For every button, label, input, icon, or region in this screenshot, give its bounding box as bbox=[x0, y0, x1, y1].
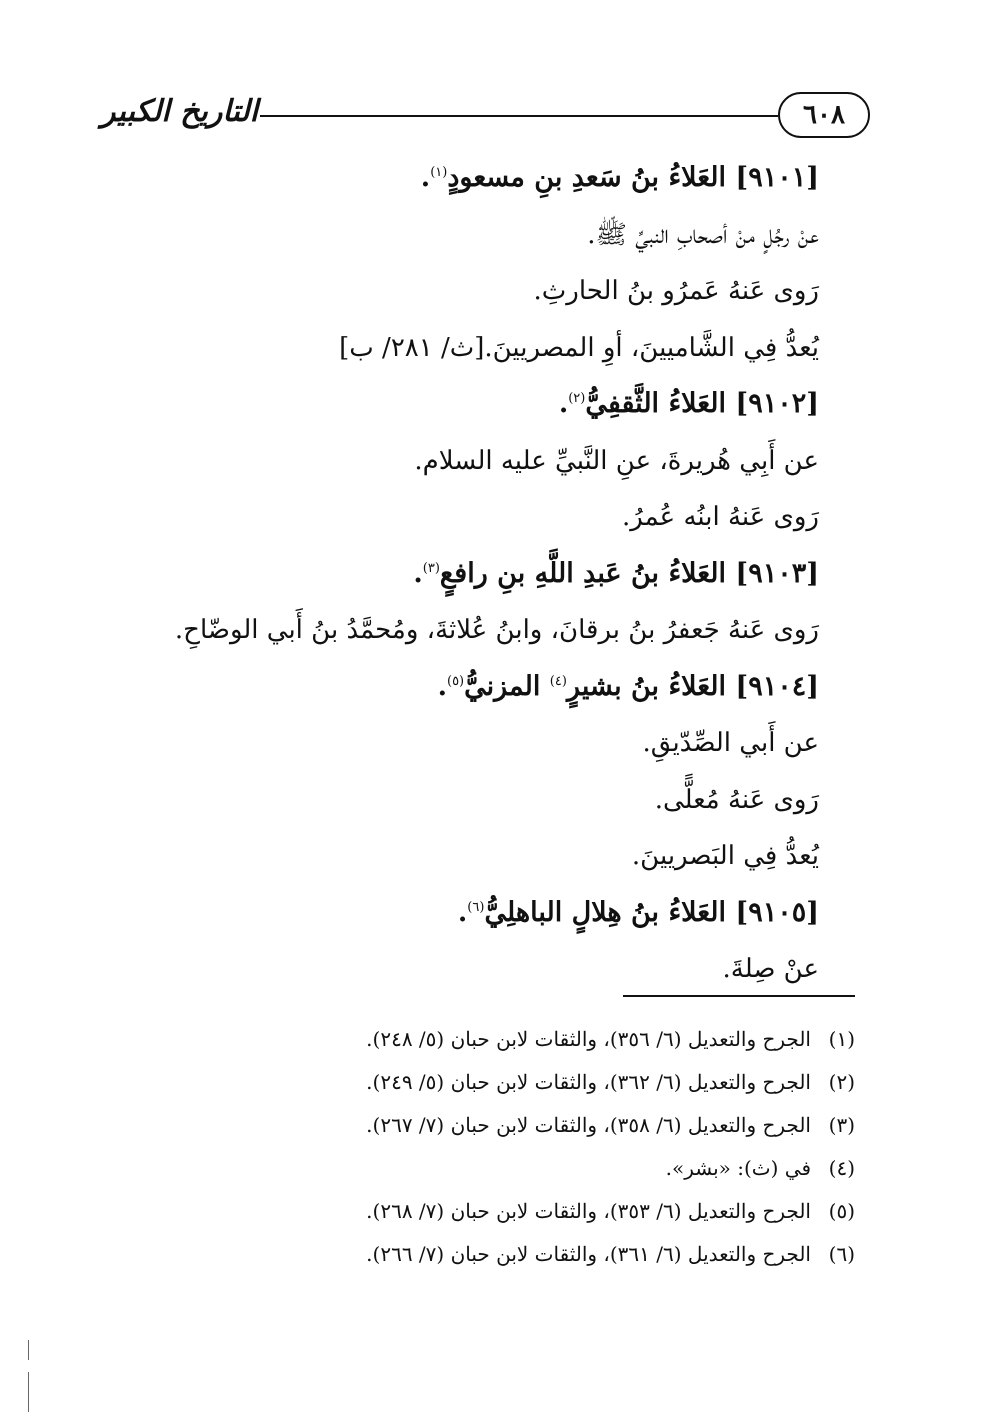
footnote-ref: (١) bbox=[430, 165, 448, 180]
footnote-item bbox=[255, 1190, 855, 1233]
entry-heading bbox=[179, 546, 819, 603]
scan-margin-mark bbox=[28, 1372, 29, 1412]
footnote-mark: (٣) bbox=[828, 1113, 855, 1137]
entry-terminator: . bbox=[437, 670, 447, 702]
entry-number: [٩١٠٤] bbox=[735, 670, 819, 702]
entry-number: [٩١٠٢] bbox=[735, 388, 819, 419]
text-line: عن أَبِي هُريرةَ، عنِ النَّبيِّ عليه السلام. bbox=[414, 445, 819, 476]
entry-number: [٩١٠٣] bbox=[735, 557, 819, 589]
scan-margin-mark bbox=[28, 1340, 29, 1360]
text-line: رَوى عَنهُ جَعفرُ بنُ برقانَ، وابنُ عُلاثةَ، ومُحمَّدُ بنُ أَبي الوضّاحِ. bbox=[174, 615, 819, 645]
entry-heading bbox=[179, 150, 819, 207]
entry-terminator: . bbox=[420, 162, 431, 193]
footnotes-list bbox=[255, 1018, 855, 1276]
entry-number: [٩١٠٥] bbox=[735, 896, 819, 928]
main-text bbox=[174, 150, 819, 998]
page-number: ٦٠٨ bbox=[803, 100, 845, 130]
footnote-item bbox=[255, 1061, 855, 1104]
footnote-text: الجرح والتعديل (٦/ ٣٥٨)، والثقات لابن حبان (٧/ ٢٦٧). bbox=[366, 1113, 811, 1137]
footnote-mark: (٦) bbox=[828, 1242, 855, 1266]
entry-terminator: . bbox=[413, 557, 423, 589]
footnote-ref: (٣) bbox=[422, 560, 440, 576]
footnote-text: الجرح والتعديل (٦/ ٣٦١)، والثقات لابن حبان (٧/ ٢٦٦). bbox=[366, 1242, 811, 1266]
header-rule bbox=[260, 115, 778, 117]
footnote-ref: (٢) bbox=[568, 391, 586, 406]
entry-heading bbox=[179, 885, 819, 942]
text-line: رَوى عَنهُ مُعلًّى. bbox=[654, 784, 819, 815]
text-line: يُعدُّ فِي الشَّاميينَ، أوِ المصريينَ.[ث/ ٢٨١/ ب] bbox=[339, 332, 819, 363]
footnote-mark: (٥) bbox=[828, 1199, 855, 1223]
entry-name: العَلاءُ بنُ بشيرٍ bbox=[566, 670, 727, 702]
footnote-ref: (٦) bbox=[467, 899, 485, 915]
footnote-text: في (ث): «بشر». bbox=[665, 1156, 811, 1180]
footnote-mark: (١) bbox=[828, 1027, 855, 1051]
text-line: عن أَبي الصِّدّيقِ. bbox=[642, 728, 819, 758]
text-line: يُعدُّ فِي البَصريينَ. bbox=[631, 841, 819, 871]
entry-heading bbox=[179, 376, 819, 433]
text-line: عنْ رجُلٍ منْ أصحابِ النبيِّ ﷺ. bbox=[587, 219, 819, 250]
page-number-badge bbox=[778, 92, 870, 138]
text-line: رَوى عَنهُ ابنُه عُمرُ. bbox=[622, 502, 819, 532]
page-header bbox=[100, 92, 870, 146]
footnote-mark: (٢) bbox=[828, 1070, 855, 1094]
entry-name: العَلاءُ الثَّقفِيُّ bbox=[585, 388, 727, 419]
entry-terminator: . bbox=[558, 388, 569, 419]
footnote-mark: (٤) bbox=[828, 1156, 855, 1180]
entry-name-part: المزنيُّ bbox=[464, 670, 541, 702]
footnote-text: الجرح والتعديل (٦/ ٣٦٢)، والثقات لابن حبان (٥/ ٢٤٩). bbox=[366, 1070, 811, 1094]
footnote-item bbox=[255, 1233, 855, 1276]
entry-heading bbox=[179, 659, 819, 716]
footnote-item bbox=[255, 1018, 855, 1061]
entry-name: العَلاءُ بنُ سَعدِ بنِ مسعودٍ bbox=[447, 162, 727, 193]
footnote-separator bbox=[623, 995, 855, 997]
footnote-ref: (٥) bbox=[446, 673, 465, 689]
footnote-text: الجرح والتعديل (٦/ ٣٥٦)، والثقات لابن حبان (٥/ ٢٤٨). bbox=[366, 1027, 811, 1051]
entry-name: العَلاءُ بنُ عَبدِ اللَّهِ بنِ رافعٍ bbox=[439, 557, 727, 589]
entry-name: العَلاءُ بنُ هِلالٍ الباهلِيُّ bbox=[484, 896, 727, 928]
footnote-item bbox=[255, 1147, 855, 1190]
text-line: عنْ صِلةَ. bbox=[722, 954, 819, 984]
footnote-ref: (٤) bbox=[549, 673, 567, 689]
book-title: التاريخ الكبير bbox=[100, 94, 258, 129]
text-line: رَوى عَنهُ عَمرُو بنُ الحارثِ. bbox=[533, 276, 819, 306]
entry-number: [٩١٠١] bbox=[735, 162, 819, 193]
footnote-item bbox=[255, 1104, 855, 1147]
entry-terminator: . bbox=[457, 896, 468, 928]
footnote-text: الجرح والتعديل (٦/ ٣٥٣)، والثقات لابن حبان (٧/ ٢٦٨). bbox=[366, 1199, 811, 1223]
